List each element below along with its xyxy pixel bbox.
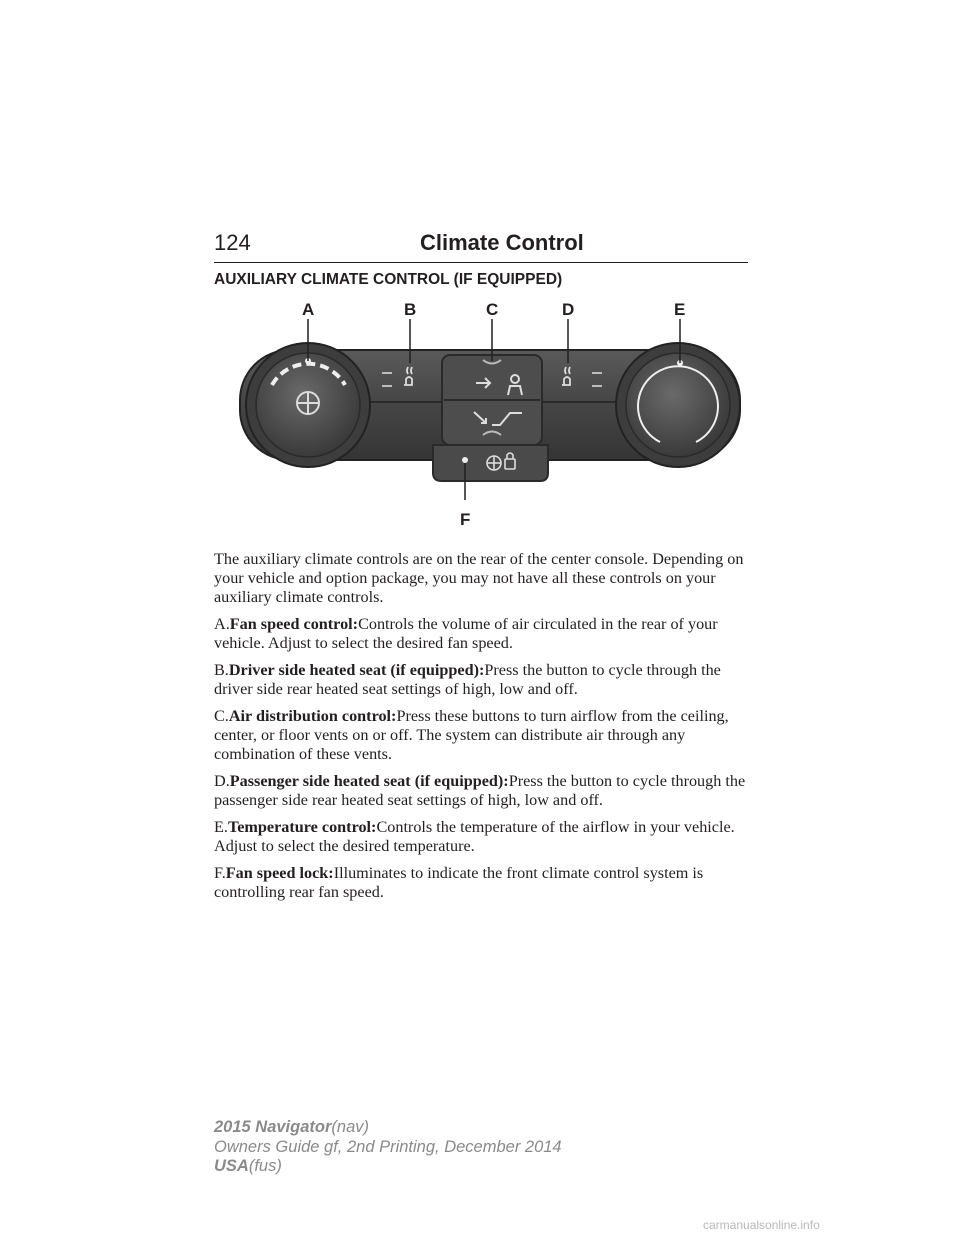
intro-paragraph: The auxiliary climate controls are on the rear of the center console. Depending on your vehicle and option package, you may not have all these controls on your auxiliary climate controls. [214, 550, 744, 606]
item-letter: D. [214, 772, 230, 790]
item-text: Controls the volume of air circulated in the rear of your vehicle. Adjust to select the desired fan speed. [214, 615, 718, 652]
footer-model-code: (nav) [331, 1118, 369, 1136]
item-text: Press the button to cycle through the driver side rear heated seat settings of high, low and off. [214, 661, 721, 698]
footer-line-1 [214, 1118, 562, 1138]
page-number: 124 [214, 230, 251, 255]
item-text: Press the button to cycle through the passenger side rear heated seat settings of high, low and off. [214, 772, 746, 809]
item-b [214, 661, 754, 699]
callout-a: A [302, 300, 315, 319]
item-a [214, 615, 754, 653]
footer-line-2: Owners Guide gf, 2nd Printing, December 2014 [214, 1137, 562, 1156]
item-letter: E. [214, 818, 228, 836]
watermark: carmanualsonline.info [703, 1218, 820, 1232]
item-e [214, 818, 754, 856]
item-term: Passenger side heated seat (if equipped): [229, 772, 509, 790]
item-text: Illuminates to indicate the front climate control system is controlling rear fan speed. [214, 864, 704, 901]
callout-c: C [486, 300, 499, 319]
item-c [214, 707, 754, 764]
callout-b: B [404, 300, 417, 319]
footer-market: USA [214, 1157, 249, 1175]
item-text: Press these buttons to turn airflow from the ceiling, center, or floor vents on or off. The system can distribute air through any combination of these vents. [214, 707, 729, 763]
item-d [214, 772, 754, 810]
item-letter: F. [214, 864, 226, 882]
callout-f: F [460, 510, 471, 529]
fan-speed-lock-indicator [462, 457, 468, 463]
item-term: Temperature control: [227, 818, 377, 836]
item-term: Driver side heated seat (if equipped): [228, 661, 485, 679]
body-text [214, 550, 754, 910]
footer [214, 1118, 562, 1177]
footer-market-code: (fus) [248, 1157, 282, 1175]
footer-model: 2015 Navigator [214, 1118, 332, 1136]
item-text: Controls the temperature of the airflow in your vehicle. Adjust to select the desired temperature. [214, 818, 735, 855]
item-term: Fan speed lock: [225, 864, 334, 882]
item-f [214, 864, 754, 902]
callout-e: E [674, 300, 686, 319]
section-title: AUXILIARY CLIMATE CONTROL (IF EQUIPPED) [214, 271, 563, 288]
item-letter: A. [214, 615, 230, 633]
item-term: Air distribution control: [228, 707, 397, 725]
page-header [214, 230, 748, 263]
footer-line-3 [214, 1157, 562, 1177]
chapter-title: Climate Control [420, 230, 584, 255]
callout-d: D [562, 300, 575, 319]
climate-control-figure [230, 295, 750, 535]
item-term: Fan speed control: [229, 615, 359, 633]
item-letter: C. [214, 707, 229, 725]
fan-icon [297, 392, 319, 414]
item-letter: B. [214, 661, 229, 679]
